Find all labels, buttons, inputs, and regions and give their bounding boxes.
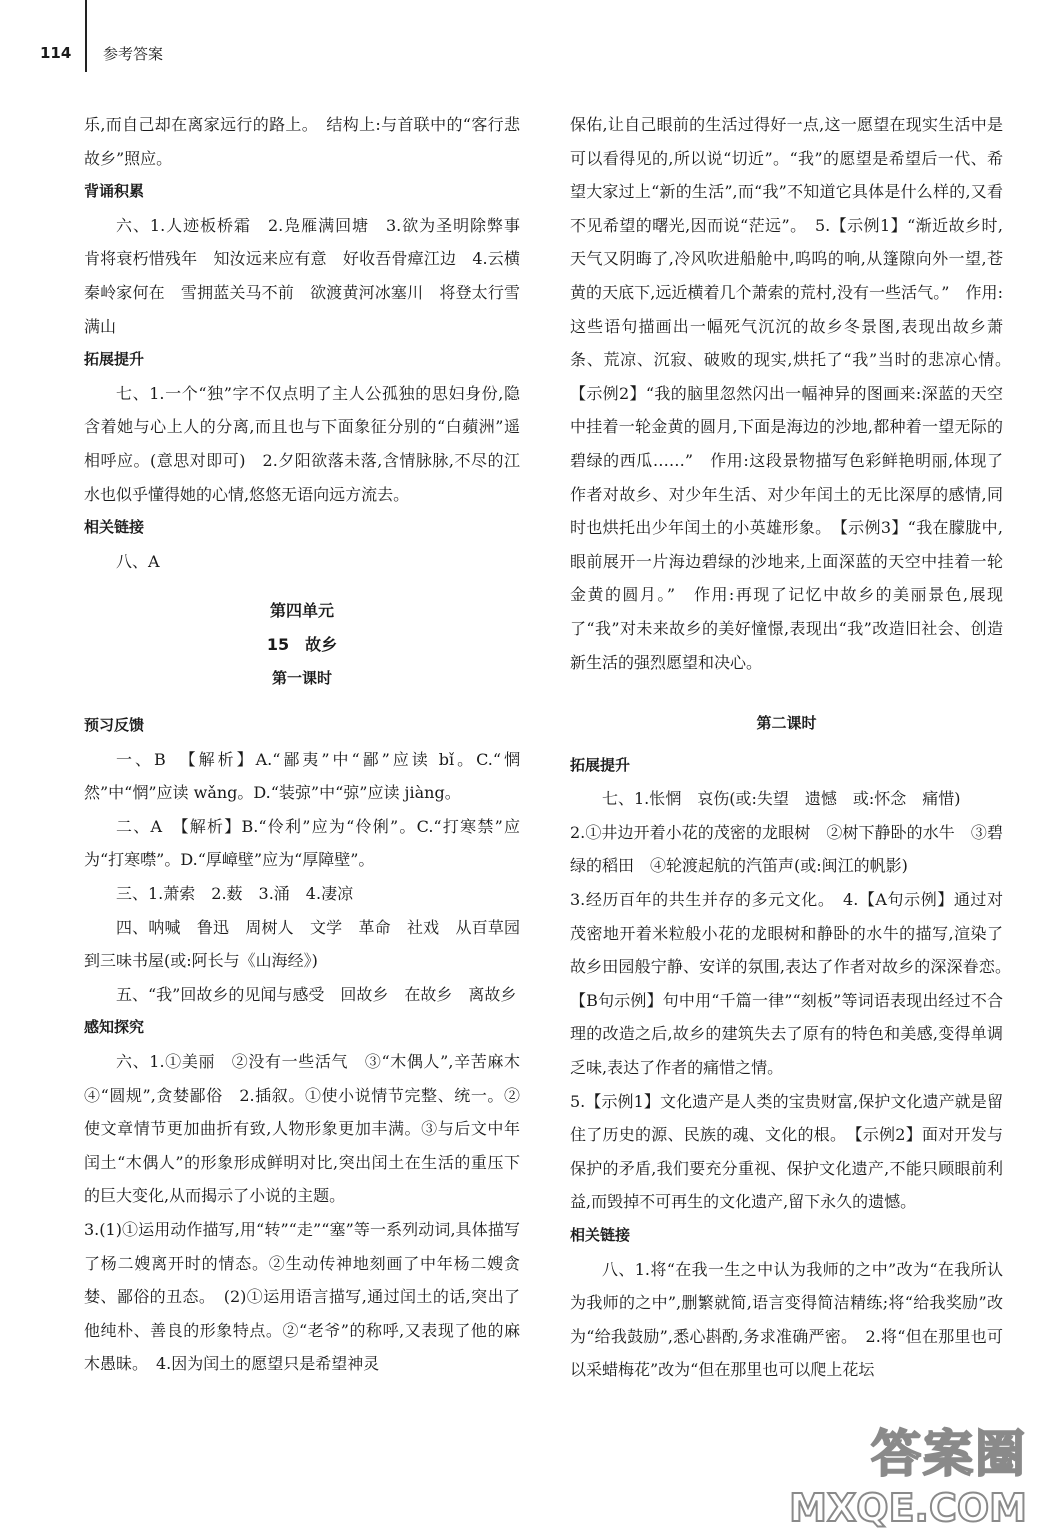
watermark-text-en: MXQE.COM bbox=[789, 1486, 1027, 1530]
paragraph: 六、1.①美丽 ②没有一些活气 ③“木偶人”,辛苦麻木 ④“圆规”,贪婪鄙俗 2.插叙。①使小说情节完整、统一。②使文章情节更加曲折有致,人物形象更加丰满。③与后文中年闰土“木偶人”的形象形成鲜明对比,突出闰土在生活的重压下的巨大变化,从而揭示了小说的主题。 bbox=[84, 1052, 537, 1206]
watermark-text-cn: 答案圈 bbox=[871, 1425, 1027, 1483]
left-column bbox=[84, 108, 537, 1381]
header-divider bbox=[85, 0, 87, 72]
paragraph: 乐,而自己却在离家远行的路上。 结构上:与首联中的“客行悲故乡”照应。 bbox=[84, 115, 520, 168]
page-number: 114 bbox=[40, 44, 72, 62]
section-heading: 拓展提升 bbox=[84, 350, 145, 369]
period-title: 第一课时 bbox=[271, 668, 332, 687]
paragraph: 七、1.一个“独”字不仅点明了主人公孤独的思妇身份,隐含着她与心上人的分离,而且也与下面象征分别的“白蘋洲”遥相呼应。(意思对即可) 2.夕阳欲落未落,含情脉脉,不尽的江水也似乎懂得她的心情,悠悠无语向远方流去。 bbox=[84, 383, 520, 504]
paragraph: 五、“我”回故乡的见闻与感受 回故乡 在故乡 离故乡 bbox=[116, 984, 517, 1004]
paragraph: 3.(1)①运用动作描写,用“转”“走”“塞”等一系列动词,具体描写了杨二嫂离开时的情态。②生动传神地刻画了中年杨二嫂贪婪、鄙俗的丑态。 (2)①运用语言描写,通过闰土的话,突出了他纯朴、善良的形象特点。②“老爷”的称呼,又表现了他的麻木愚昧。 4.因为闰土的愿望只是希望神灵 bbox=[84, 1220, 520, 1374]
paragraph: 5.【示例1】文化遗产是人类的宝贵财富,保护文化遗产就是留住了历史的源、民族的魂、文化的根。 【示例2】面对开发与保护的矛盾,我们要充分重视、保护文化遗产,不能只顾眼前利益,而毁掉不可再生的文化遗产,留下永久的遗憾。 bbox=[570, 1091, 1003, 1212]
paragraph: 六、1.人迹板桥霜 2.凫雁满回塘 3.欲为圣明除弊事 肯将衰朽惜残年 知汝远来应有意 好收吾骨瘴江边 4.云横秦岭家何在 雪拥蓝关马不前 欲渡黄河冰塞川 将登太行雪满山 bbox=[84, 215, 537, 336]
right-column bbox=[570, 108, 1020, 1387]
section-heading: 预习反馈 bbox=[84, 716, 145, 735]
paragraph: 七、1.怅惘 哀伤(或:失望 遗憾 或:怀念 痛惜) bbox=[602, 789, 961, 809]
section-heading: 感知探究 bbox=[84, 1018, 145, 1037]
section-heading: 相关链接 bbox=[84, 518, 145, 537]
unit-title: 第四单元 bbox=[269, 601, 334, 621]
section-heading: 相关链接 bbox=[570, 1226, 631, 1244]
paragraph: 八、1.将“在我一生之中认为我师的之中”改为“在我所认为我师的之中”,删繁就简,语言变得简洁精练;将“给我奖励”改为“给我鼓励”,悉心斟酌,务求准确严密。 2.将“但在那里也可以采蜡梅花”改为“但在那里也可以爬上花坛 bbox=[570, 1259, 1003, 1380]
paragraph: 保佑,让自己眼前的生活过得好一点,这一愿望在现实生活中是可以看得见的,所以说“切近”。“我”的愿望是希望后一代、希望大家过上“新的生活”,而“我”不知道它具体是什么样的,又看不见希望的曙光,因而说“茫远”。 5.【示例1】“渐近故乡时,天气又阴晦了,冷风吹进船舱中,呜呜的响,从篷隙向外一望,苍黄的天底下,远近横着几个萧索的荒村,没有一些活气。” 作用:这些语句描画出一幅死气沉沉的故乡冬景图,表现出故乡萧条、荒凉、沉寂、破败的现实,烘托了“我”当时的悲凉心情。 【示例2】“我的脑里忽然闪出一幅神异的图画来:深蓝的天空中挂着一轮金黄的圆月,下面是海边的沙地,都种着一望无际的碧绿的西瓜……” 作用:这段景物描写色彩鲜艳明丽,体现了作者对故乡、对少年生活、对少年闰土的无比深厚的感情,同时也烘托出少年闰土的小英雄形象。 【示例3】“我在朦胧中,眼前展开一片海边碧绿的沙地来,上面深蓝的天空中挂着一轮金黄的圆月。” 作用:再现了记忆中故乡的美丽景色,展现了“我”对未来故乡的美好憧憬,表现出“我”改造旧社会、创造新生活的强烈愿望和决心。 bbox=[570, 115, 1020, 672]
section-heading: 拓展提升 bbox=[570, 755, 631, 774]
period-title: 第二课时 bbox=[756, 714, 817, 733]
paragraph: 一、B 【解析】A.“鄙夷”中“鄙”应读 bǐ。C.“惘然”中“惘”应读 wǎng。D.“装弶”中“弶”应读 jiàng。 bbox=[84, 749, 520, 803]
section-label: 参考答案 bbox=[103, 45, 164, 63]
paragraph: 三、1.萧索 2.薮 3.涌 4.凄凉 bbox=[116, 884, 354, 904]
paragraph: 2.①井边开着小花的茂密的龙眼树 ②树下静卧的水牛 ③碧绿的稻田 ④轮渡起航的汽笛声(或:闽江的帆影) bbox=[570, 822, 1003, 876]
paragraph: 四、呐喊 鲁迅 周树人 文学 革命 社戏 从百草园到三味书屋(或:阿长与《山海经》) bbox=[84, 917, 520, 971]
paragraph: 二、A 【解析】B.“伶利”应为“伶俐”。C.“打寒禁”应为“打寒噤”。D.“厚嶂壁”应为“厚障壁”。 bbox=[84, 816, 520, 870]
paragraph: 八、A bbox=[116, 551, 160, 571]
paragraph: 3.经历百年的共生并存的多元文化。 4.【A句示例】通过对茂密地开着米粒般小花的龙眼树和静卧的水牛的描写,渲染了故乡田园般宁静、安详的氛围,表达了作者对故乡的深深眷恋。 【B句示例】句中用“千篇一律”“刻板”等词语表现出经过不合理的改造之后,故乡的建筑失去了原有的特色和美感,变得单调乏味,表达了作者的痛惜之情。 bbox=[570, 890, 1020, 1078]
page-header bbox=[0, 0, 1049, 80]
section-heading: 背诵积累 bbox=[84, 182, 145, 201]
watermark-logo bbox=[789, 1425, 1035, 1530]
lesson-title: 15 故乡 bbox=[266, 634, 338, 654]
